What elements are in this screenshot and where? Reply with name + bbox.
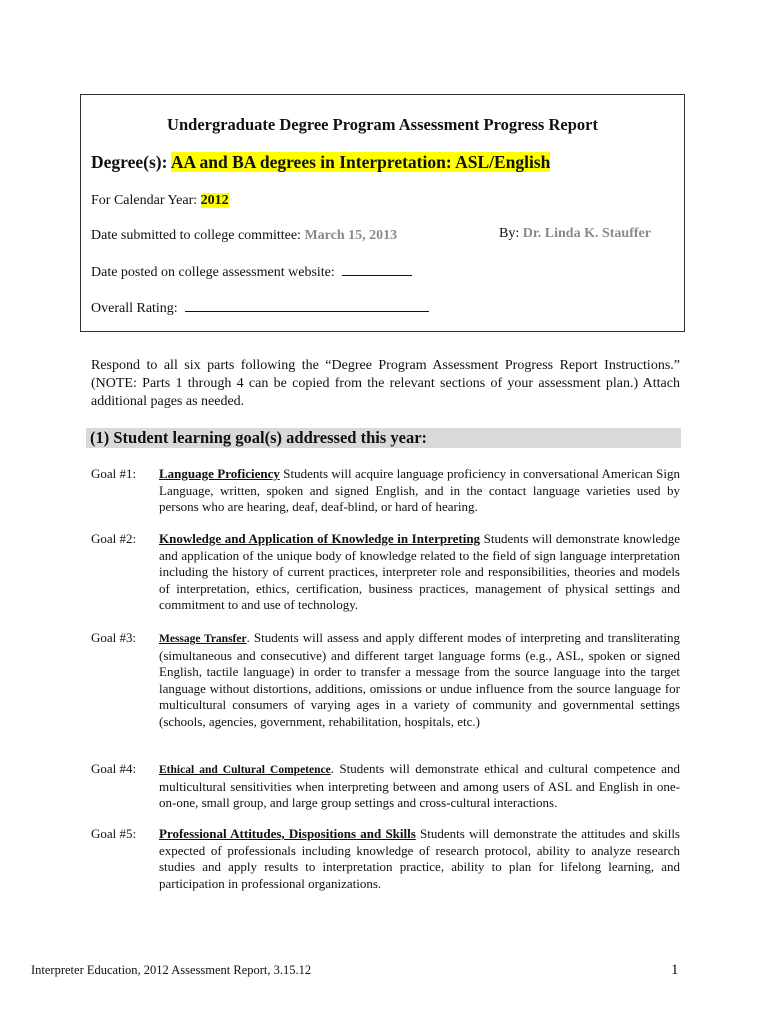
goal-text [159,761,680,812]
goal-label: Goal #5: [91,826,137,841]
date-posted-blank [342,263,412,276]
page-number: 1 [671,962,679,978]
goal-description: . Students will assess and apply different modes of interpreting and transliterating (simultaneous and consecutive) and different target language forms (e.g., ASL, spoken or signed English, tactile language) in order to transfer a message from the source language into the target language without distortions, additions, omissions or undue influence from the source language for multicultural consumers of varying ages in a variety of community and governmental settings (schools, agencies, government, rehabilitation, hospitals, etc.) [159,630,680,729]
section-1-bar [86,428,681,448]
date-submitted-line [91,228,397,244]
degree-value: AA and BA degrees in Interpretation: ASL/English [170,152,551,172]
goal-2 [91,531,680,614]
goal-label: Goal #4: [91,761,137,776]
date-submitted-value: March 15, 2013 [304,228,398,243]
submitted-by-value: Dr. Linda K. Stauffer [522,226,651,241]
date-posted-label: Date posted on college assessment website: [91,265,335,280]
date-submitted-label: Date submitted to college committee: [91,228,301,243]
footer-document-info: Interpreter Education, 2012 Assessment Report, 3.15.12 [31,963,312,977]
instructions-paragraph: Respond to all six parts following the “Degree Program Assessment Progress Report Instructions.” (NOTE: Parts 1 through 4 can be copied from the relevant sections of your assessment plan.) Attach additional pages as needed. [91,358,680,409]
date-posted-line [91,263,412,281]
overall-rating-blank [185,299,429,312]
overall-rating-line [91,299,429,317]
goal-text [159,466,680,516]
goal-name: Message Transfer [159,633,247,645]
goal-name: Language Proficiency [159,466,280,481]
goal-label: Goal #1: [91,466,137,481]
calendar-year-value: 2012 [200,193,229,208]
goal-description: Students will demonstrate the attitudes and skills expected of professionals including knowledge of research protocol, ability to analyze research studies and apply results to interpretation practice, ability to plan for lifelong learning, and participation in professional organizations. [159,826,680,891]
report-title: Undergraduate Degree Program Assessment Progress Report [167,115,598,134]
calendar-year-line [91,193,229,209]
goal-name: Professional Attitudes, Dispositions and Skills [159,826,416,841]
degree-label: Degree(s): [91,152,168,172]
goal-text [159,630,680,730]
goal-3 [91,630,680,730]
goal-4 [91,761,680,812]
goal-label: Goal #3: [91,630,137,645]
goal-description: . Students will demonstrate ethical and cultural competence and multicultural sensitivities when interpreting between and among users of ASL and English in one-on-one, small group, and large group settings and cross-cultural interactions. [159,761,680,810]
goal-label: Goal #2: [91,531,137,546]
degree-line [91,152,550,173]
goal-1 [91,466,680,516]
section-1-heading: (1) Student learning goal(s) addressed this year: [90,428,428,447]
goal-description: Students will acquire language proficiency in conversational American Sign Language, written, spoken and signed English, and in the contact language varieties used by persons who are hearing, deaf, deaf-blind, or hard of hearing. [159,466,680,514]
goal-5 [91,826,680,892]
goal-description: Students will demonstrate knowledge and application of the unique body of knowledge related to the field of sign language interpretation including the history of current practices, interpreter role and responsibilities, theories and models of interpretation, ethics, certification, business practices, management of physical settings and commitment to and use of technology. [159,531,680,612]
overall-rating-label: Overall Rating: [91,301,178,316]
submitted-by-label: By: [499,226,520,241]
calendar-year-label: For Calendar Year: [91,193,198,208]
goal-text [159,531,680,614]
report-header-box [80,94,685,332]
goal-text [159,826,680,892]
goal-name: Knowledge and Application of Knowledge in Interpreting [159,531,481,546]
submitted-by [499,226,651,242]
goal-name: Ethical and Cultural Competence [159,764,331,776]
